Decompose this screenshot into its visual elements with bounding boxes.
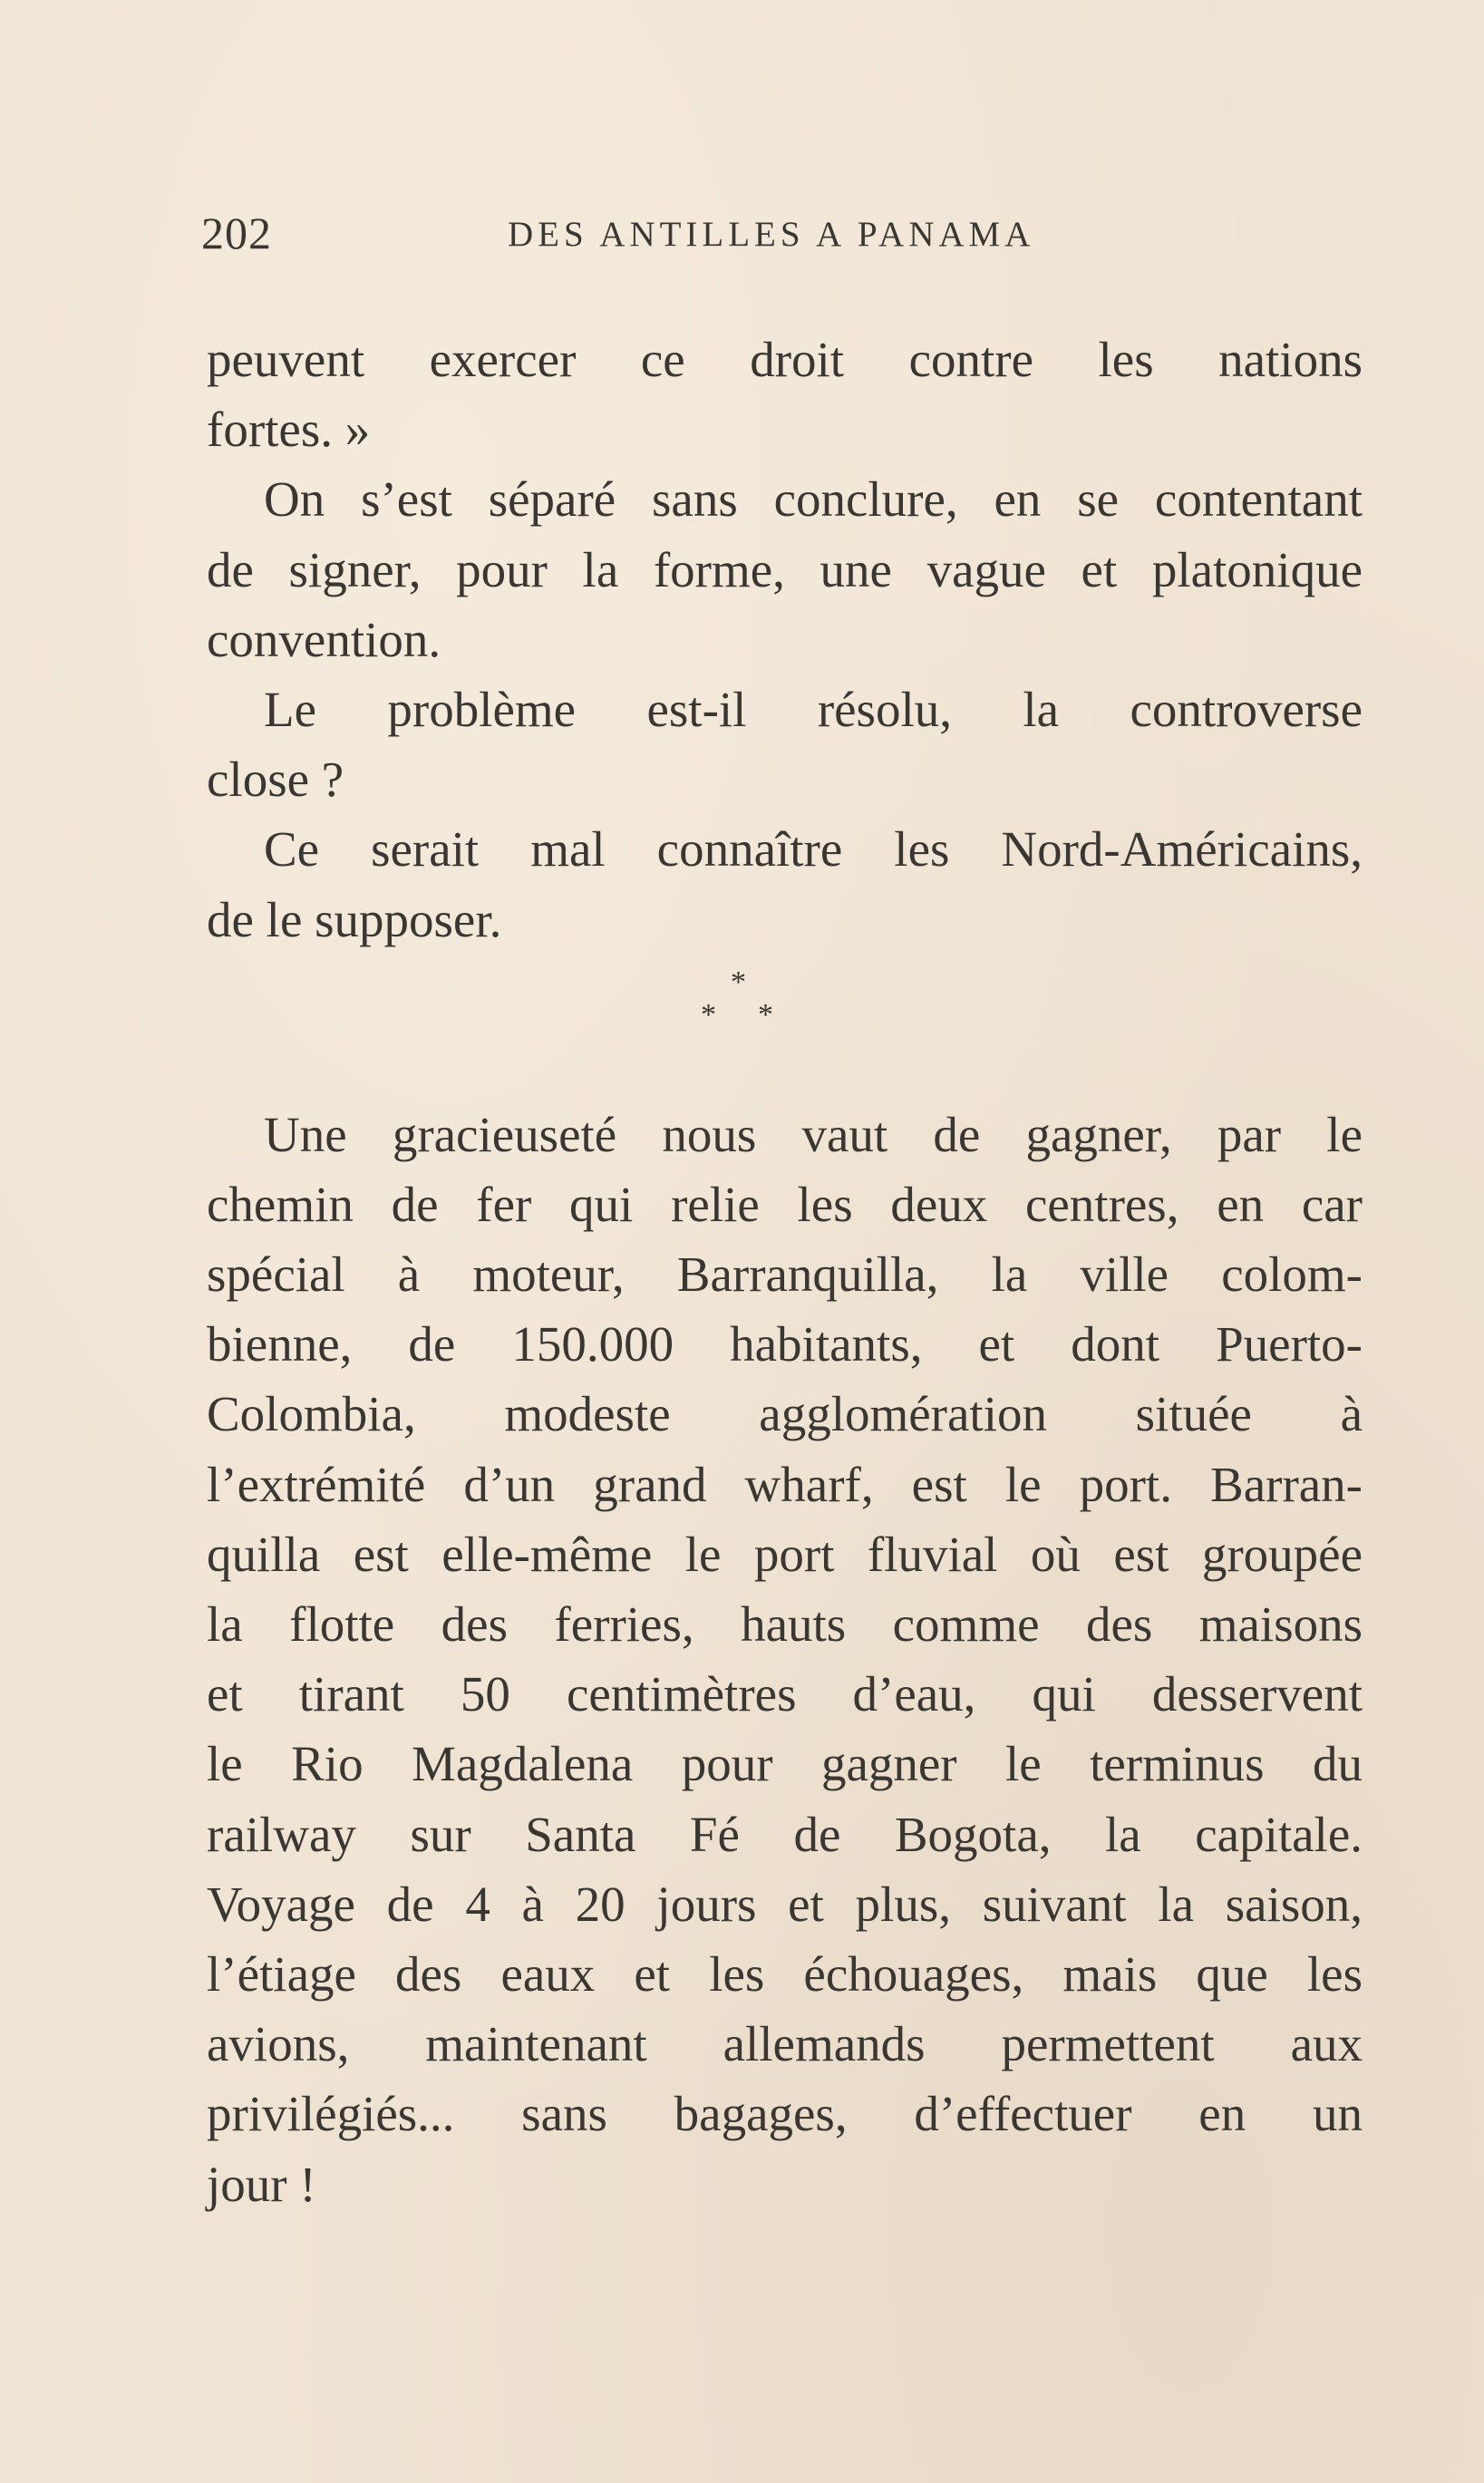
asterism-star: * (758, 997, 773, 1032)
text-line: et tirant 50 centimètres d’eau, qui desservent (207, 1666, 1363, 1722)
text-line: la flotte des ferries, hauts comme des maisons (207, 1596, 1363, 1652)
asterism-star: * (731, 965, 746, 999)
text-line: On s’est séparé sans conclure, en se contentant (264, 471, 1363, 528)
paragraph (207, 674, 1363, 814)
section-separator (207, 955, 1363, 1100)
running-title: DES ANTILLES A PANAMA (508, 215, 1035, 254)
paragraph (207, 1100, 1363, 2219)
text-line: fortes. » (207, 402, 371, 458)
text-line: Ce serait mal connaître les Nord-Américains, (264, 821, 1363, 878)
text-line: de signer, pour la forme, une vague et platonique (207, 541, 1363, 597)
text-line: convention. (207, 611, 441, 667)
text-line: close ? (207, 752, 344, 808)
body-text (207, 325, 1363, 2219)
page-header (201, 207, 1371, 270)
text-line: bienne, de 150.000 habitants, et dont Puerto- (207, 1316, 1363, 1372)
text-line: le Rio Magdalena pour gagner le terminus du (207, 1736, 1363, 1792)
paragraph (207, 325, 1363, 464)
text-line: jour ! (207, 2156, 316, 2212)
text-line: railway sur Santa Fé de Bogota, la capitale. (207, 1806, 1363, 1862)
text-line: de le supposer. (207, 891, 502, 947)
text-line: Colombia, modeste agglomération située à (207, 1386, 1363, 1442)
text-line: chemin de fer qui relie les deux centres, en car (207, 1176, 1363, 1232)
text-line: Une gracieuseté nous vaut de gagner, par le (264, 1106, 1363, 1162)
text-line: Le problème est-il résolu, la controverse (264, 681, 1363, 737)
paragraph (207, 814, 1363, 954)
text-line: l’extrémité d’un grand wharf, est le port. Barran- (207, 1456, 1363, 1512)
text-line: avions, maintenant allemands permettent aux (207, 2016, 1363, 2072)
asterism-star: * (701, 997, 716, 1032)
text-line: quilla est elle-même le port fluvial où est groupée (207, 1526, 1363, 1582)
text-line: privilégiés... sans bagages, d’effectuer en un (207, 2086, 1363, 2142)
paragraph (207, 464, 1363, 674)
text-line: peuvent exercer ce droit contre les nations (207, 332, 1363, 387)
text-line: l’étiage des eaux et les échouages, mais que les (207, 1945, 1363, 2002)
text-line: Voyage de 4 à 20 jours et plus, suivant la saison, (207, 1876, 1363, 1932)
text-line: spécial à moteur, Barranquilla, la ville colom- (207, 1246, 1363, 1303)
page-number: 202 (201, 208, 272, 258)
